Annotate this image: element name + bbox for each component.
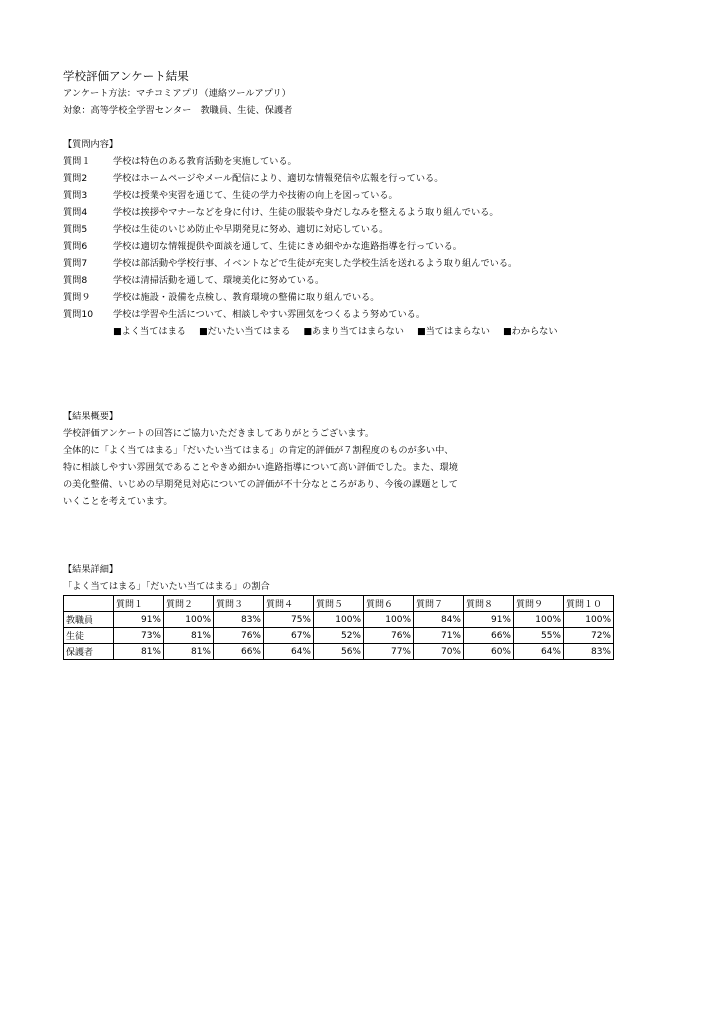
- table-cell: 76%: [364, 628, 414, 644]
- question-label: 質問９: [63, 292, 91, 303]
- question-label: 質問１: [63, 156, 91, 167]
- question-label: 質問7: [63, 258, 88, 269]
- question-row: [63, 289, 663, 306]
- question-label: 質問3: [63, 190, 88, 201]
- column-header: 質問３: [214, 596, 264, 612]
- table-cell: 73%: [114, 628, 164, 644]
- table-cell: 66%: [464, 628, 514, 644]
- table-cell: 66%: [214, 644, 264, 660]
- column-header: 質問８: [464, 596, 514, 612]
- table-row: [64, 644, 614, 660]
- column-header: 質問１: [114, 596, 164, 612]
- summary-line: いくことを考えています。: [63, 496, 173, 507]
- table-row: [64, 628, 614, 644]
- legend-item: ■当てはまらない: [416, 326, 490, 337]
- table-cell: 72%: [564, 628, 614, 644]
- summary-line: 特に相談しやすい雰囲気であることやきめ細かい進路指導について高い評価でした。また、環境: [63, 462, 458, 473]
- survey-method: アンケート方法：マチコミアプリ（連絡ツールアプリ）: [63, 88, 291, 99]
- document-title: 学校評価アンケート結果: [63, 69, 189, 83]
- table-cell: 84%: [414, 612, 464, 628]
- table-cell: 91%: [114, 612, 164, 628]
- summary-heading: 【結果概要】: [63, 411, 119, 422]
- column-header: 質問９: [514, 596, 564, 612]
- question-text: 学校は授業や実習を通じて、生徒の学力や技術の向上を図っている。: [113, 190, 398, 201]
- question-row: [63, 187, 663, 204]
- document-page: [63, 68, 663, 660]
- table-cell: 67%: [264, 628, 314, 644]
- summary-line: 学校評価アンケートの回答にご協力いただきましてありがとうございます。: [63, 428, 375, 439]
- question-label: 質問2: [63, 173, 88, 184]
- question-text: 学校はホームページやメール配信により、適切な情報発信や広報を行っている。: [113, 173, 444, 184]
- question-label: 質問4: [63, 207, 88, 218]
- table-cell: 77%: [364, 644, 414, 660]
- column-header: 質問６: [364, 596, 414, 612]
- table-cell: 52%: [314, 628, 364, 644]
- table-cell: 100%: [164, 612, 214, 628]
- question-row: [63, 306, 663, 323]
- table-cell: 83%: [564, 644, 614, 660]
- column-header: 質問５: [314, 596, 364, 612]
- table-cell: 100%: [364, 612, 414, 628]
- column-header: 質問７: [414, 596, 464, 612]
- question-row: [63, 153, 663, 170]
- survey-target: 対象：高等学校全学習センター 教職員、生徒、保護者: [63, 105, 293, 116]
- row-label: 保護者: [64, 644, 114, 660]
- question-text: 学校は特色のある教育活動を実施している。: [113, 156, 297, 167]
- question-text: 学校は適切な情報提供や面談を通して、生徒にきめ細やかな進路指導を行っている。: [113, 241, 462, 252]
- table-cell: 100%: [564, 612, 614, 628]
- table-cell: 55%: [514, 628, 564, 644]
- questions-heading: 【質問内容】: [63, 139, 119, 150]
- results-table: [63, 595, 614, 660]
- legend-item: ■あまり当てはまらない: [303, 326, 404, 337]
- question-label: 質問5: [63, 224, 88, 235]
- table-body: [64, 612, 614, 660]
- table-cell: 100%: [514, 612, 564, 628]
- column-header: 質問２: [164, 596, 214, 612]
- table-cell: 70%: [414, 644, 464, 660]
- question-text: 学校は挨拶やマナーなどを身に付け、生徒の服装や身だしなみを整えるよう取り組んでいる。: [113, 207, 499, 218]
- table-cell: 64%: [264, 644, 314, 660]
- table-cell: 100%: [314, 612, 364, 628]
- question-row: [63, 204, 663, 221]
- question-row: [63, 170, 663, 187]
- table-corner-cell: [64, 596, 114, 612]
- question-label: 質問8: [63, 275, 88, 286]
- question-text: 学校は清掃活動を通して、環境美化に努めている。: [113, 275, 325, 286]
- table-cell: 60%: [464, 644, 514, 660]
- question-label: 質問10: [63, 309, 94, 320]
- question-row: [63, 272, 663, 289]
- details-caption: 「よく当てはまる」「だいたい当てはまる」の割合: [63, 581, 270, 592]
- question-row: [63, 221, 663, 238]
- table-cell: 64%: [514, 644, 564, 660]
- question-label: 質問6: [63, 241, 88, 252]
- column-header: 質問１０: [564, 596, 614, 612]
- table-header-row: [64, 596, 614, 612]
- table-cell: 91%: [464, 612, 514, 628]
- question-row: [63, 255, 663, 272]
- question-text: 学校は施設・設備を点検し、教育環境の整備に取り組んでいる。: [113, 292, 380, 303]
- legend-item: ■よく当てはまる: [113, 326, 186, 337]
- table-cell: 81%: [164, 628, 214, 644]
- table-cell: 56%: [314, 644, 364, 660]
- question-text: 学校は学習や生活について、相談しやすい雰囲気をつくるよう努めている。: [113, 309, 426, 320]
- table-cell: 75%: [264, 612, 314, 628]
- table-cell: 81%: [164, 644, 214, 660]
- answer-legend: [63, 323, 663, 340]
- legend-item: ■だいたい当てはまる: [199, 326, 291, 337]
- table-cell: 81%: [114, 644, 164, 660]
- summary-line: の美化整備、いじめの早期発見対応についての評価が不十分なところがあり、今後の課題として: [63, 479, 458, 490]
- column-header: 質問４: [264, 596, 314, 612]
- table-row: [64, 612, 614, 628]
- summary-text: [63, 425, 663, 510]
- table-cell: 76%: [214, 628, 264, 644]
- row-label: 生徒: [64, 628, 114, 644]
- row-label: 教職員: [64, 612, 114, 628]
- table-cell: 71%: [414, 628, 464, 644]
- legend-item: ■わからない: [502, 326, 558, 337]
- question-row: [63, 238, 663, 255]
- table-cell: 83%: [214, 612, 264, 628]
- question-text: 学校は部活動や学校行事、イベントなどで生徒が充実した学校生活を送れるよう取り組んでいる。: [113, 258, 518, 269]
- questions-list: [63, 153, 663, 323]
- summary-line: 全体的に「よく当てはまる」「だいたい当てはまる」の肯定的評価が７割程度のものが多い中、: [63, 445, 454, 456]
- question-text: 学校は生徒のいじめ防止や早期発見に努め、適切に対応している。: [113, 224, 389, 235]
- details-heading: 【結果詳細】: [63, 564, 119, 575]
